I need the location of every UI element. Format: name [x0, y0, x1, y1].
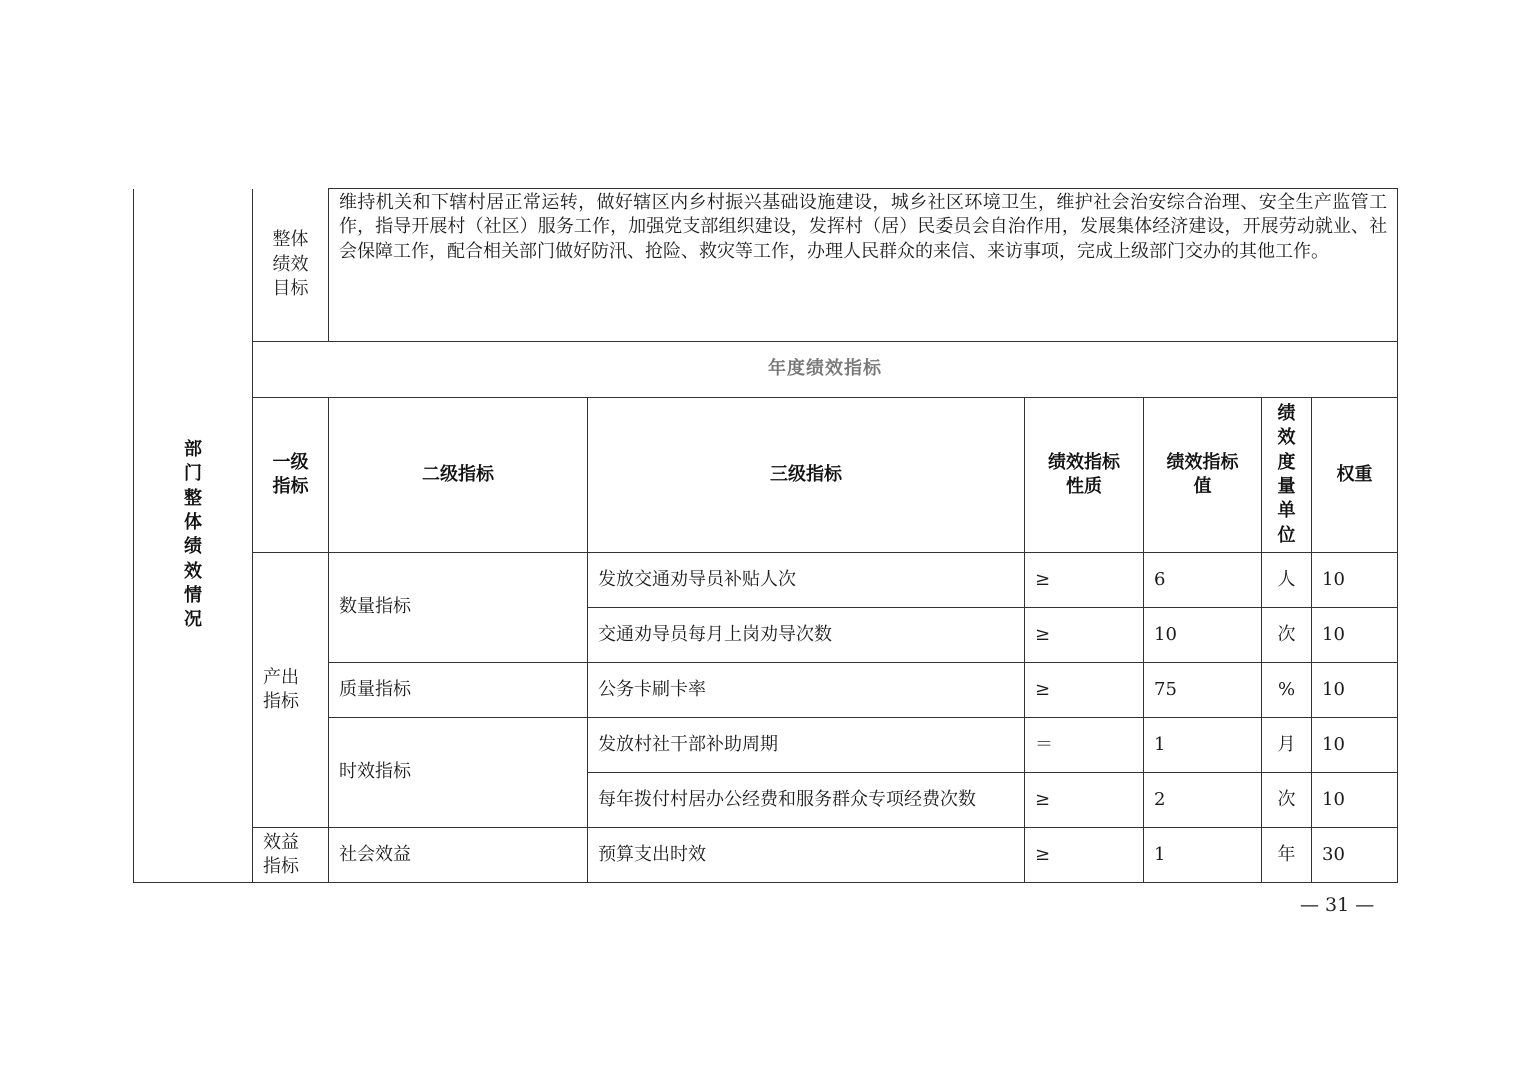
side-label: 部门整体绩效情况 [184, 439, 202, 631]
goal-label-cell [253, 189, 329, 342]
page-number: — 31 — [1300, 894, 1375, 916]
row-level3: 每年拨付村居办公经费和服务群众专项经费次数 [588, 773, 1025, 828]
row-nature: ≥ [1025, 828, 1144, 883]
row-value: 75 [1144, 663, 1262, 718]
header-level2: 二级指标 [329, 398, 588, 553]
row-level3: 交通劝导员每月上岗劝导次数 [588, 608, 1025, 663]
header-weight: 权重 [1312, 398, 1398, 553]
row-nature: ＝ [1025, 718, 1144, 773]
row-unit: % [1262, 663, 1312, 718]
row-nature: ≥ [1025, 773, 1144, 828]
row-level3: 公务卡刷卡率 [588, 663, 1025, 718]
row-value: 1 [1144, 828, 1262, 883]
header-nature: 绩效指标性质 [1025, 398, 1144, 553]
goal-label: 整体绩效目标 [272, 229, 309, 299]
header-level3: 三级指标 [588, 398, 1025, 553]
row-weight: 30 [1312, 828, 1398, 883]
row-unit: 年 [1262, 828, 1312, 883]
row-weight: 10 [1312, 553, 1398, 608]
header-value: 绩效指标值 [1144, 398, 1262, 553]
side-label-cell [134, 189, 253, 883]
subgroup-timeliness: 时效指标 [329, 718, 588, 828]
row-nature: ≥ [1025, 663, 1144, 718]
group-output: 产出指标 [263, 666, 299, 712]
table-row [134, 553, 1398, 608]
header-row [134, 398, 1398, 553]
table-row [134, 828, 1398, 883]
row-unit: 次 [1262, 773, 1312, 828]
group-output-cell [253, 553, 329, 828]
row-value: 1 [1144, 718, 1262, 773]
header-level1: 一级指标 [253, 398, 329, 553]
row-unit: 次 [1262, 608, 1312, 663]
header-unit: 绩效度量单位 [1262, 398, 1312, 553]
subgroup-quantity: 数量指标 [329, 553, 588, 663]
row-level3: 预算支出时效 [588, 828, 1025, 883]
row-value: 10 [1144, 608, 1262, 663]
goal-text: 维持机关和下辖村居正常运转，做好辖区内乡村振兴基础设施建设，城乡社区环境卫生，维护社会治安综合治理、安全生产监管工作，指导开展村（社区）服务工作，加强党支部组织建设，发挥村（居）民委员会自治作用，发展集体经济建设，开展劳动就业、社会保障工作，配合相关部门做好防汛、抢险、救灾等工作，办理人民群众的来信、来访事项，完成上级部门交办的其他工作。 [329, 189, 1398, 342]
group-benefit-cell [253, 828, 329, 883]
row-weight: 10 [1312, 773, 1398, 828]
section-title-row [134, 342, 1398, 398]
subgroup-social: 社会效益 [329, 828, 588, 883]
performance-table [133, 188, 1398, 883]
subgroup-quality: 质量指标 [329, 663, 588, 718]
row-nature: ≥ [1025, 608, 1144, 663]
goal-row [134, 189, 1398, 342]
group-benefit: 效益指标 [263, 831, 299, 877]
row-weight: 10 [1312, 663, 1398, 718]
row-value: 2 [1144, 773, 1262, 828]
row-level3: 发放交通劝导员补贴人次 [588, 553, 1025, 608]
row-weight: 10 [1312, 718, 1398, 773]
row-value: 6 [1144, 553, 1262, 608]
row-level3: 发放村社干部补助周期 [588, 718, 1025, 773]
section-title: 年度绩效指标 [253, 342, 1398, 398]
row-nature: ≥ [1025, 553, 1144, 608]
row-weight: 10 [1312, 608, 1398, 663]
row-unit: 人 [1262, 553, 1312, 608]
row-unit: 月 [1262, 718, 1312, 773]
